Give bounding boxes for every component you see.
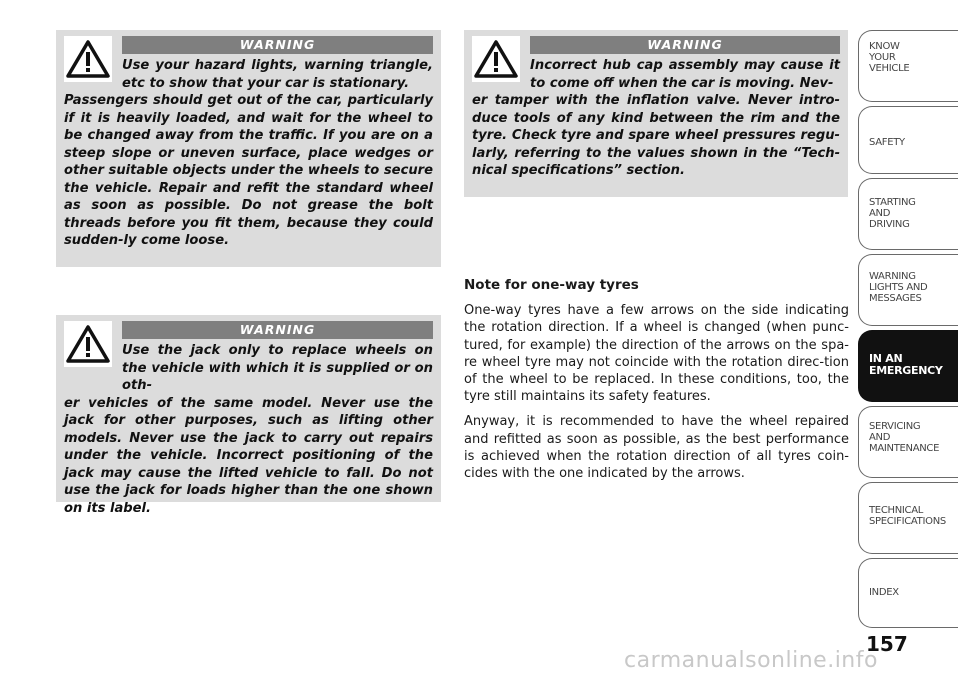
note-paragraph-2: Anyway, it is recommended to have the wheel repaired and refitted as soon as possible, as the best performance is achieved when the rotation direction of all tyres coin-cides with the one indicated by the arrows.	[464, 414, 849, 482]
warning-body-text: er tamper with the inflation valve. Never intro-duce tools of any kind between the rim and the tyre. Check tyre and spare wheel pressures regu-larly, referring to the values shown in the “Tech-nical specifications” section.	[472, 93, 840, 178]
tab-know-your-vehicle[interactable]: KNOW YOUR VEHICLE	[858, 30, 958, 102]
warning-triangle-icon	[472, 36, 520, 82]
warning-body-text: Passengers should get out of the car, particularly if it is heavily loaded, and wait for the wheel to be changed away from the traffic. If you are on a steep slope or uneven surface, place wedges or other suitable objects under the wheels to secure the vehicle. Repair and refit the standard wheel as soon as possible. Do not grease the bolt threads before you fit them, because they could sudden-ly come loose.	[64, 93, 433, 248]
warning-box-hub-cap	[464, 30, 848, 197]
tab-servicing-and-maintenance[interactable]: SERVICING AND MAINTENANCE	[858, 406, 958, 478]
one-way-tyres-note	[464, 277, 849, 490]
tab-safety[interactable]: SAFETY	[858, 106, 958, 174]
warning-box-jack	[56, 315, 441, 516]
tab-warning-lights-and-messages[interactable]: WARNING LIGHTS AND MESSAGES	[858, 254, 958, 326]
warning-header: WARNING	[122, 36, 433, 54]
warning-lead-text: Use the jack only to replace wheels on the vehicle with which it is supplied or on oth-	[122, 343, 433, 393]
warning-triangle-icon	[64, 321, 112, 367]
warning-text	[472, 57, 840, 180]
page-number: 157	[866, 632, 908, 656]
tab-technical-specifications[interactable]: TECHNICAL SPECIFICATIONS	[858, 482, 958, 554]
warning-lead-text: Incorrect hub cap assembly may cause it to come off when the car is moving. Nev-	[530, 58, 840, 91]
tab-in-an-emergency[interactable]: IN AN EMERGENCY	[858, 330, 958, 402]
warning-box-hazard-lights	[56, 30, 441, 267]
note-paragraph-1: One-way tyres have a few arrows on the side indicating the rotation direction. If a wheel is changed (when punc-tured, for example) the direction of the arrows on the spa-re wheel tyre may not coincide with the rotation direc-tion of the wheel to be replaced. In these conditions, too, the tyre still maintains its safety features.	[464, 303, 849, 405]
tab-starting-and-driving[interactable]: STARTING AND DRIVING	[858, 178, 958, 250]
warning-header: WARNING	[530, 36, 840, 54]
warning-lead-text: Use your hazard lights, warning triangle, etc to show that your car is stationary.	[122, 58, 433, 91]
tab-index[interactable]: INDEX	[858, 558, 958, 628]
watermark: carmanualsonline.info	[624, 648, 878, 673]
warning-text	[64, 342, 433, 517]
warning-header: WARNING	[122, 321, 433, 339]
note-title: Note for one-way tyres	[464, 277, 639, 293]
warning-body-text: er vehicles of the same model. Never use the jack for other purposes, such as lifting other models. Never use the jack to carry out repairs under the vehicle. Incorrect positioning of the jack may cause the lifted vehicle to fall. Do not use the jack for loads higher than the one shown on its label.	[64, 395, 433, 516]
warning-triangle-icon	[64, 36, 112, 82]
warning-text	[64, 57, 433, 250]
